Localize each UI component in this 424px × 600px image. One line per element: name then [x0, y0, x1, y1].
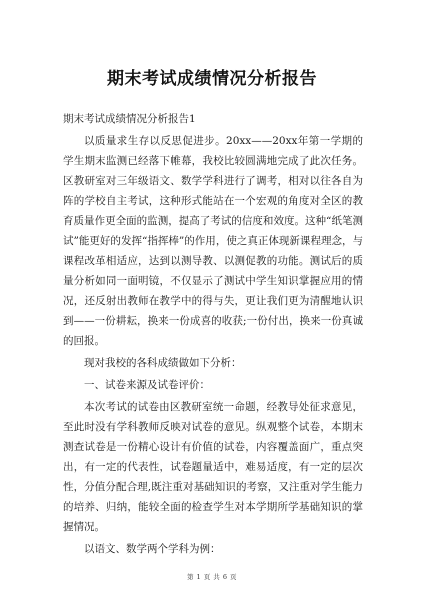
- paragraph-exam-evaluation: 本次考试的试卷由区教研室统一命题，经教导处征求意见，至此时没有学科教师反映对试卷的意见。纵观整个试卷，本期末测查试卷是一份精心设计有价值的试卷，内容覆盖面广，重点突出，有一定的代表性，试卷题量适中，难易适度，有一定的层次性，分值分配合理,既注重对基础知识的考察，又注重对学生能力的培养、归纳，能较全面的检查学生对本学期所学基础知识的掌握情况。: [63, 401, 363, 533]
- section-heading-1: 一、试卷来源及试卷评价：: [84, 379, 210, 391]
- paragraph-overview: 现对我校的各科成绩做如下分析：: [84, 357, 242, 369]
- page-number: 第 1 页 共 6 页: [186, 573, 238, 581]
- paragraph-intro: 以质量求生存以反思促进步。20xx——20xx年第一学期的学生期末监测已经落下帷幕，我校比较圆满地完成了此次任务。区教研室对三年级语文、数学学科进行了调考，相对以往各自为阵的学校自主考试，这种形式能站在一个宏观的角度对全区的教育质量作更全面的监测，提高了考试的信度和效度。这种“纸笔测试”能更好的发挥“指挥棒”的作用，使之真正体现新课程理念，与课程改革相适应，达到以测导教、以测促教的功能。测试后的质量分析如同一面明镜，不仅显示了测试中学生知识掌握应用的情况，还反射出教师在教学中的得与失，更让我们更为清醒地认识到——一份耕耘，换来一份成喜的收获;一份付出，换来一份真诚的回报。: [63, 135, 363, 347]
- paragraph-subjects: 以语文、数学两个学科为例：: [84, 543, 221, 555]
- document-subtitle: 期末考试成绩情况分析报告1: [63, 113, 196, 125]
- document-body: [63, 131, 363, 559]
- document-title: 期末考试成绩情况分析报告: [107, 69, 317, 89]
